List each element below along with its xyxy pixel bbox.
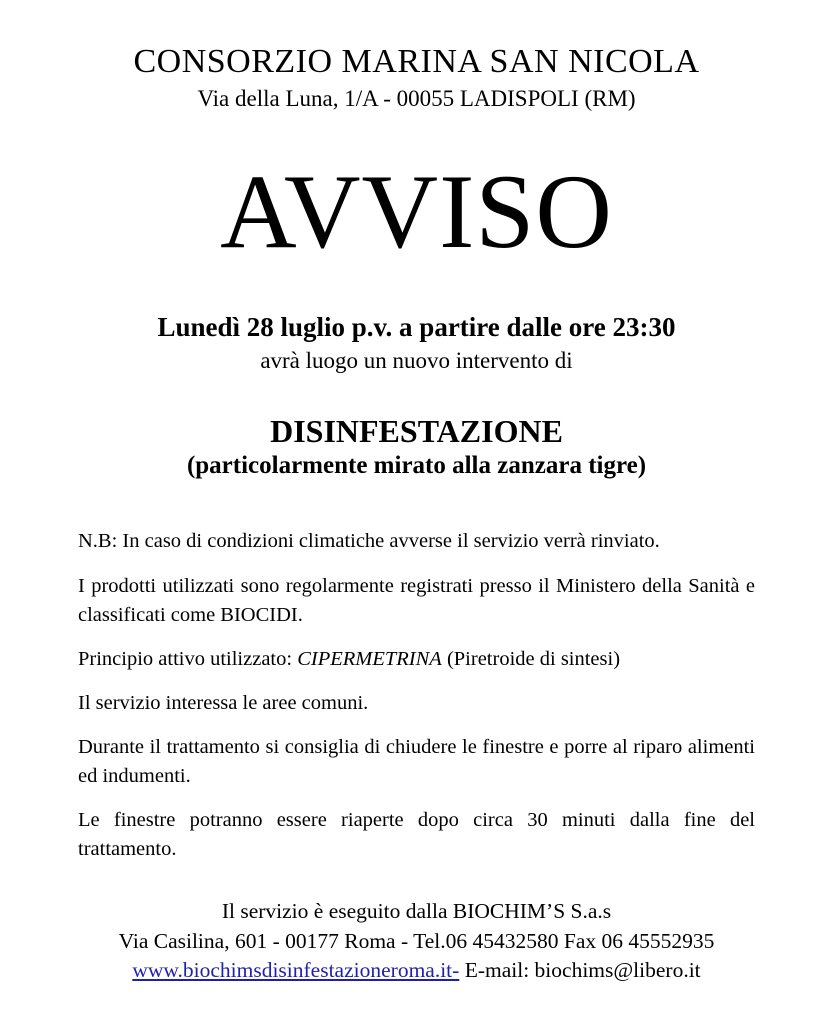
organization-address: Via della Luna, 1/A - 00055 LADISPOLI (RM) xyxy=(197,86,636,112)
notice-title: AVVISO xyxy=(220,152,613,270)
active-ingredient-name: CIPERMETRINA xyxy=(297,647,442,670)
paragraph-products: I prodotti utilizzati sono regolarmente registrati presso il Ministero della Sanità e classificati come BIOCIDI. xyxy=(78,574,755,626)
footer-provider: Il servizio è eseguito dalla BIOCHIM’S S.a.s xyxy=(221,899,612,924)
organization-name: CONSORZIO MARINA SAN NICOLA xyxy=(133,43,700,80)
paragraph-areas: Il servizio interessa le aree comuni. xyxy=(78,691,369,714)
active-ingredient-suffix: (Piretroide di sintesi) xyxy=(441,647,621,670)
active-ingredient-prefix: Principio attivo utilizzato: xyxy=(78,647,298,670)
paragraph-during-treatment: Durante il trattamento si consiglia di chiudere le finestre e porre al riparo alimenti ed indumenti. xyxy=(78,736,755,788)
footer xyxy=(0,897,833,986)
paragraph-nb: N.B: In caso di condizioni climatiche avverse il servizio verrà rinviato. xyxy=(78,530,660,553)
schedule-subline: avrà luogo un nuovo intervento di xyxy=(260,348,573,374)
footer-email: E-mail: biochims@libero.it xyxy=(459,958,701,983)
service-title: DISINFESTAZIONE xyxy=(270,412,563,449)
footer-links-line xyxy=(0,956,833,986)
footer-contact: Via Casilina, 601 - 00177 Roma - Tel.06 45432580 Fax 06 45552935 xyxy=(118,928,715,953)
schedule-line: Lunedì 28 luglio p.v. a partire dalle ore 23:30 xyxy=(157,311,676,342)
service-subtitle: (particolarmente mirato alla zanzara tigre) xyxy=(186,452,647,480)
notice-body xyxy=(78,527,755,864)
paragraph-windows: Le finestre potranno essere riaperte dopo circa 30 minuti dalla fine del trattamento. xyxy=(78,809,755,861)
paragraph-active-ingredient xyxy=(78,645,755,674)
website-link[interactable]: www.biochimsdisinfestazioneroma.it- xyxy=(132,958,460,983)
